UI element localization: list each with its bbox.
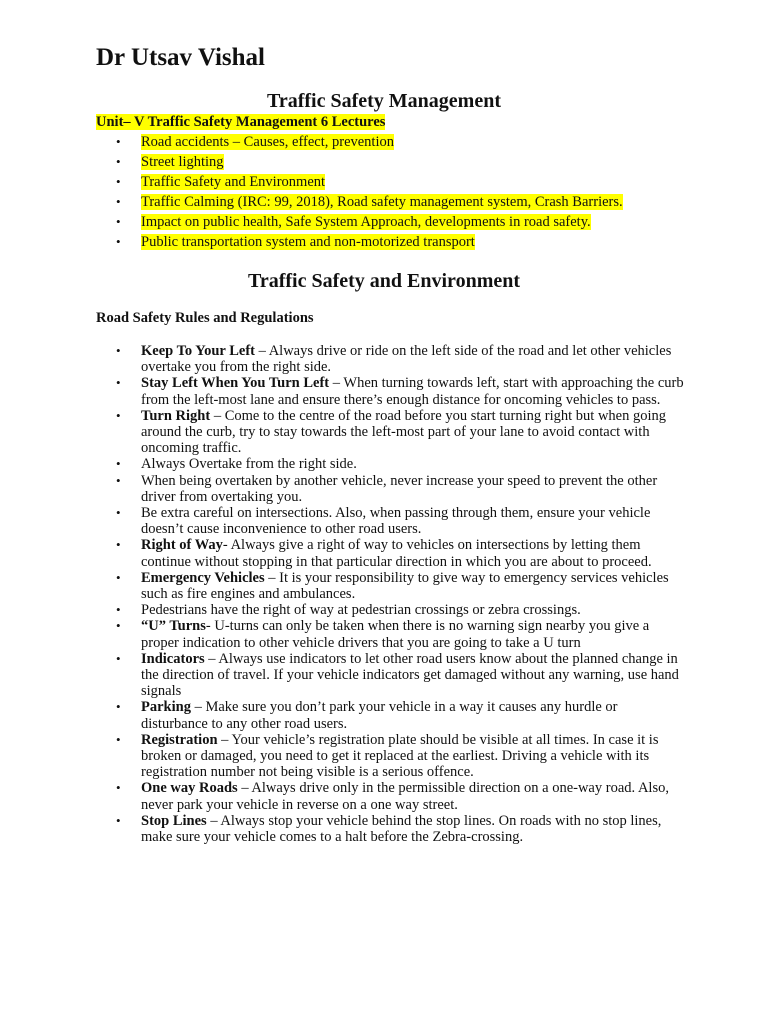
rule-item <box>96 375 686 407</box>
author-name: Dr Utsav Vishal <box>96 44 266 71</box>
rule-item <box>96 780 686 812</box>
unit-topic-list <box>96 132 696 252</box>
bullet-icon: • <box>116 472 121 488</box>
bullet-icon: • <box>116 343 121 358</box>
rule-text: – Always drive or ride on the left side of the road and let other vehicles overtake you from the right side. <box>141 343 672 376</box>
bullet-icon: • <box>116 650 121 666</box>
bullet-icon: • <box>116 699 121 715</box>
rule-term: One way Roads <box>141 780 238 797</box>
bullet-icon: • <box>116 731 121 747</box>
rule-text: – Make sure you don’t park your vehicle in a way it causes any hurdle or disturbance to any other road users. <box>141 699 618 732</box>
rule-term: Emergency Vehicles <box>141 569 265 586</box>
rule-item <box>96 408 686 457</box>
rule-text: – When turning towards left, start with approaching the curb from the left-most lane and ensure there’s enough distance for oncoming vehicles to pass. <box>141 375 684 408</box>
bullet-icon: • <box>116 154 121 169</box>
bullet-icon: • <box>116 505 121 521</box>
rule-item <box>96 813 686 845</box>
bullet-icon: • <box>116 812 121 828</box>
unit-topic-item <box>96 192 696 212</box>
unit-heading <box>96 113 696 132</box>
rule-item <box>96 732 686 781</box>
bullet-icon: • <box>116 602 121 618</box>
unit-topic-item <box>96 212 696 232</box>
rule-item <box>96 456 686 472</box>
bullet-icon: • <box>116 618 121 634</box>
sub-heading: Road Safety Rules and Regulations <box>96 310 314 326</box>
unit-topic-text: Traffic Safety and Environment <box>141 174 326 190</box>
rule-text: – Always use indicators to let other road users know about the planned change in the direction of travel. If your vehicle indicators get damaged without any warning, use hand signals <box>141 650 679 700</box>
rule-term: Keep To Your Left <box>141 343 255 359</box>
rule-item <box>96 699 686 731</box>
rule-text: – It is your responsibility to give way to emergency services vehicles such as fire engines and ambulances. <box>141 569 669 603</box>
unit-topic-text: Impact on public health, Safe System Approach, developments in road safety. <box>141 214 591 230</box>
rule-term: Stop Lines <box>141 812 207 829</box>
bullet-icon: • <box>116 194 121 209</box>
rule-text: Pedestrians have the right of way at pedestrian crossings or zebra crossings. <box>141 602 581 619</box>
unit-topic-text: Public transportation system and non-motorized transport <box>141 234 475 250</box>
document-title: Traffic Safety Management <box>266 90 501 112</box>
bullet-icon: • <box>116 407 121 423</box>
unit-topic-text: Street lighting <box>141 154 224 170</box>
rule-item <box>96 505 686 537</box>
rules-list <box>96 343 686 845</box>
rule-term: Indicators <box>141 650 205 667</box>
unit-heading-text: Unit– V Traffic Safety Management 6 Lectures <box>96 114 386 130</box>
rule-term: Right of Way <box>141 537 223 554</box>
rule-term: Stay Left When You Turn Left <box>141 375 330 392</box>
unit-topic-item <box>96 172 696 192</box>
bullet-icon: • <box>116 537 121 553</box>
rule-text: - Always give a right of way to vehicles on intersections by letting them continue without stopping in that particular direction in which you are about to proceed. <box>141 537 652 570</box>
rule-item <box>96 570 686 602</box>
rule-item <box>96 618 686 650</box>
rule-text: – Your vehicle’s registration plate should be visible at all times. In case it is broken or damaged, you need to get it replaced at the earliest. Driving a vehicle with its registration number not being visible is a serious offence. <box>141 731 659 781</box>
section-title: Traffic Safety and Environment <box>247 270 521 292</box>
bullet-icon: • <box>116 134 121 149</box>
rule-text: – Always drive only in the permissible direction on a one-way road. Also, never park your vehicle in reverse on a one way street. <box>141 780 669 813</box>
bullet-icon: • <box>116 174 121 189</box>
bullet-icon: • <box>116 456 121 472</box>
rule-item <box>96 651 686 700</box>
rule-text: – Always stop your vehicle behind the stop lines. On roads with no stop lines, make sure your vehicle comes to a halt before the Zebra-crossing. <box>141 812 662 846</box>
rule-text: When being overtaken by another vehicle, never increase your speed to prevent the other driver from overtaking you. <box>141 472 658 505</box>
rule-item <box>96 343 686 375</box>
bullet-icon: • <box>116 234 121 249</box>
bullet-icon: • <box>116 214 121 229</box>
bullet-icon: • <box>116 780 121 796</box>
rule-text: - U-turns can only be taken when there is no warning sign nearby you give a proper indication to other vehicle drivers that you are going to take a U turn <box>141 618 650 651</box>
unit-syllabus <box>96 113 696 252</box>
unit-topic-text: Road accidents – Causes, effect, prevention <box>141 134 394 150</box>
rule-term: Registration <box>141 731 218 748</box>
rule-item <box>96 602 686 618</box>
bullet-icon: • <box>116 569 121 585</box>
unit-topic-item <box>96 152 696 172</box>
rule-term: “U” Turns <box>141 618 206 635</box>
rule-term: Turn Right <box>141 407 211 424</box>
rule-text: Be extra careful on intersections. Also, when passing through them, ensure your vehicle doesn’t cause inconvenience to other road users. <box>141 505 651 538</box>
rule-text: – Come to the centre of the road before you start turning right but when going around the curb, try to stay towards the left-most part of your lane to avoid contact with oncoming traffic. <box>141 407 667 457</box>
unit-topic-item <box>96 132 696 152</box>
unit-topic-text: Traffic Calming (IRC: 99, 2018), Road safety management system, Crash Barriers. <box>141 194 623 210</box>
rule-item <box>96 473 686 505</box>
rule-text: Always Overtake from the right side. <box>141 456 357 473</box>
unit-topic-item <box>96 232 696 252</box>
bullet-icon: • <box>116 375 121 391</box>
rule-term: Parking <box>141 699 191 716</box>
rule-item <box>96 537 686 569</box>
